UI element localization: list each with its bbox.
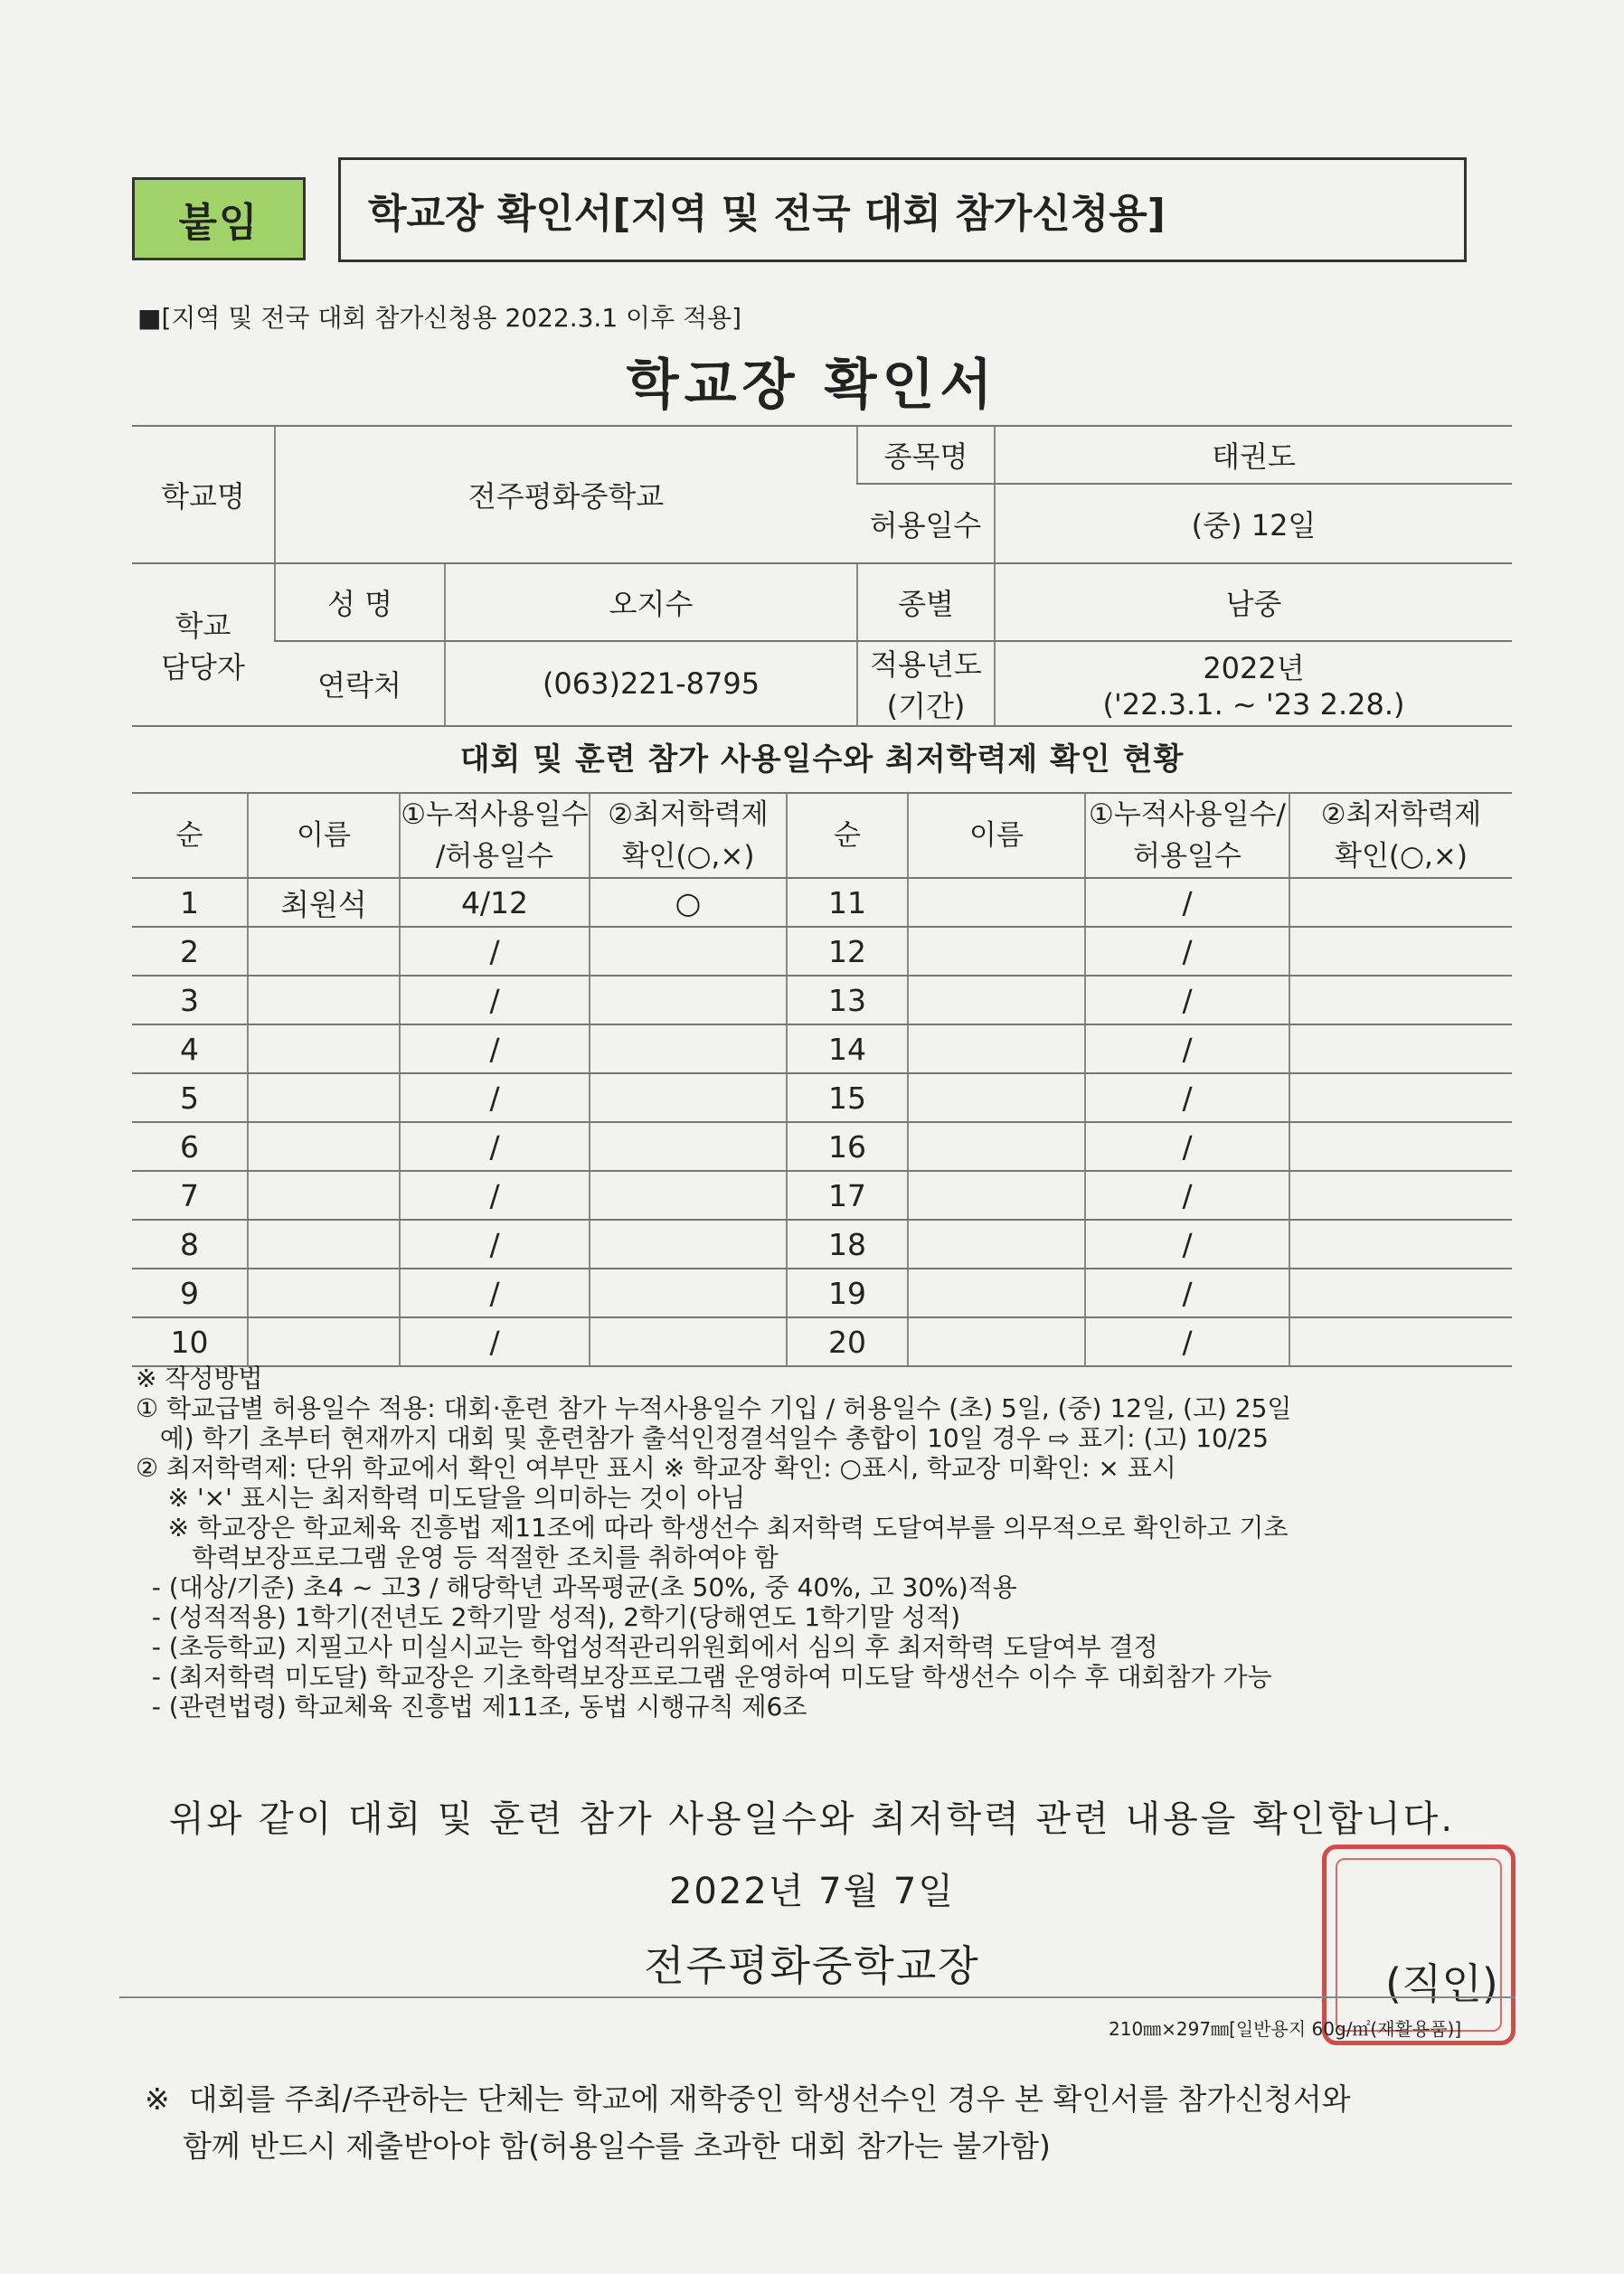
row-no: 4 <box>132 1024 248 1073</box>
confirmation-statement: 위와 같이 대회 및 훈련 참가 사용일수와 최저학력 관련 내용을 확인합니다. <box>168 1798 1456 1840</box>
table-row <box>132 878 1512 927</box>
school-name-value: 전주평화중학교 <box>275 426 857 563</box>
row-min <box>590 1269 787 1317</box>
row-no-right: 11 <box>787 878 908 927</box>
row-days-right: / <box>1085 1122 1289 1171</box>
row-min: ○ <box>590 878 787 927</box>
row-min <box>590 976 787 1024</box>
row-name <box>248 1122 400 1171</box>
row-name <box>248 976 400 1024</box>
col-header-min-right <box>1289 793 1512 878</box>
row-min-right <box>1289 1122 1512 1171</box>
row-days: / <box>400 1317 590 1366</box>
row-name-right <box>908 1220 1085 1269</box>
col-header-min <box>590 793 787 878</box>
row-days-right: / <box>1085 1024 1289 1073</box>
col-header-min-line1: ②최저학력제 <box>608 798 769 831</box>
page-title: 학교장 확인서 <box>626 354 998 417</box>
instruction-line: ※ '×' 표시는 최저학력 미도달을 의미하는 것이 아님 <box>136 1483 746 1513</box>
col-header-min-line2: 확인(○,×) <box>621 840 755 873</box>
row-days-right: / <box>1085 1317 1289 1366</box>
period-label-line1: 적용년도 <box>870 647 982 682</box>
allowed-days-label: 허용일수 <box>857 484 995 563</box>
row-days: 4/12 <box>400 878 590 927</box>
row-name-right <box>908 1317 1085 1366</box>
col-header-days-right <box>1085 793 1289 878</box>
col-header-no-right: 순 <box>787 793 908 878</box>
col-header-min-right-line2: 확인(○,×) <box>1335 840 1468 873</box>
table-row <box>132 1317 1512 1366</box>
period-value <box>995 641 1512 726</box>
row-min-right <box>1289 1269 1512 1317</box>
row-name <box>248 1073 400 1122</box>
col-header-min-right-line1: ②최저학력제 <box>1320 798 1482 831</box>
footer-line1: ※ 대회를 주최/주관하는 단체는 학교에 재학중인 학생선수인 경우 본 확인서를 참가신청서와 <box>145 2081 1351 2117</box>
row-no-right: 18 <box>787 1220 908 1269</box>
row-no-right: 15 <box>787 1073 908 1122</box>
issue-date: 2022년 7월 7일 <box>668 1871 956 1912</box>
period-value-line1: 2022년 <box>1203 651 1305 685</box>
footer-notice <box>145 2076 1351 2170</box>
instruction-line: 학력보장프로그램 운영 등 적절한 조치를 취하여야 함 <box>136 1543 779 1572</box>
record-section-title: 대회 및 훈련 참가 사용일수와 최저학력제 확인 현황 <box>459 741 1185 778</box>
phone-label: 연락처 <box>275 641 445 726</box>
row-no-right: 17 <box>787 1171 908 1220</box>
row-min <box>590 1073 787 1122</box>
row-name <box>248 1220 400 1269</box>
contact-label-line2: 담당자 <box>161 650 245 684</box>
period-label <box>857 641 995 726</box>
instruction-line: ※ 작성방법 <box>136 1363 263 1393</box>
col-header-days-right-line1: ①누적사용일수/ <box>1089 798 1286 831</box>
gender-value: 남중 <box>995 563 1512 641</box>
row-min-right <box>1289 976 1512 1024</box>
row-min <box>590 1024 787 1073</box>
instruction-line: ② 최저학력제: 단위 학교에서 확인 여부만 표시 ※ 학교장 확인: ○표시, 학교장 미확인: × 표시 <box>136 1453 1176 1483</box>
row-min-right <box>1289 927 1512 976</box>
paper-spec: 210㎜×297㎜[일반용지 60g/㎡(재활용품)] <box>1109 2018 1462 2040</box>
row-min <box>590 1122 787 1171</box>
row-days: / <box>400 1122 590 1171</box>
row-days: / <box>400 1220 590 1269</box>
row-name <box>248 1269 400 1317</box>
row-no-right: 13 <box>787 976 908 1024</box>
event-value: 태권도 <box>995 426 1512 484</box>
instruction-line: 예) 학기 초부터 현재까지 대회 및 훈련참가 출석인정결석일수 총합이 10일 경우 ⇨ 표기: (고) 10/25 <box>136 1423 1269 1453</box>
name-value: 오지수 <box>445 563 857 641</box>
row-name-right <box>908 1024 1085 1073</box>
row-name-right <box>908 878 1085 927</box>
row-days-right: / <box>1085 878 1289 927</box>
row-days: / <box>400 976 590 1024</box>
col-header-days <box>400 793 590 878</box>
period-value-line2: ('22.3.1. ~ '23 2.28.) <box>1102 687 1405 722</box>
instruction-line: ※ 학교장은 학교체육 진흥법 제11조에 따라 학생선수 최저학력 도달여부를 의무적으로 확인하고 기초 <box>136 1513 1289 1543</box>
writing-instructions <box>136 1363 1519 1722</box>
row-days-right: / <box>1085 1073 1289 1122</box>
footer-line2: 함께 반드시 제출받아야 함(허용일수를 초과한 대회 참가는 불가함) <box>145 2128 1051 2164</box>
row-name <box>248 1024 400 1073</box>
col-header-days-line2: /허용일수 <box>435 840 554 873</box>
usage-record-table <box>132 792 1512 1367</box>
row-days: / <box>400 1171 590 1220</box>
seal-label: (직인) <box>1385 1959 1498 2008</box>
document-header-box: 학교장 확인서[지역 및 전국 대회 참가신청용] <box>338 157 1467 262</box>
instruction-line: - (성적적용) 1학기(전년도 2학기말 성적), 2학기(당해연도 1학기말 성적) <box>136 1602 961 1632</box>
event-label: 종목명 <box>857 426 995 484</box>
row-name: 최원석 <box>248 878 400 927</box>
instruction-line: - (관련법령) 학교체육 진흥법 제11조, 동법 시행규칙 제6조 <box>136 1692 807 1722</box>
row-name <box>248 1171 400 1220</box>
row-no-right: 14 <box>787 1024 908 1073</box>
row-min-right <box>1289 1073 1512 1122</box>
instruction-line: ① 학교급별 허용일수 적용: 대회·훈련 참가 누적사용일수 기입 / 허용일수 (초) 5일, (중) 12일, (고) 25일 <box>136 1393 1292 1423</box>
row-days-right: / <box>1085 1269 1289 1317</box>
divider-line <box>119 1996 1515 1998</box>
row-min-right <box>1289 1171 1512 1220</box>
table-row <box>132 1122 1512 1171</box>
row-name-right <box>908 1269 1085 1317</box>
contact-label-line1: 학교 <box>175 609 231 643</box>
contact-person-label <box>132 563 275 726</box>
principal-signature-line: 전주평화중학교장 <box>644 1941 980 1990</box>
row-no: 9 <box>132 1269 248 1317</box>
row-no: 1 <box>132 878 248 927</box>
school-info-table <box>132 425 1512 727</box>
attachment-tag: 붙임 <box>132 177 306 260</box>
row-name-right <box>908 976 1085 1024</box>
row-days: / <box>400 1269 590 1317</box>
table-row <box>132 1073 1512 1122</box>
instruction-line: - (초등학교) 지필고사 미실시교는 학업성적관리위원회에서 심의 후 최저학력 도달여부 결정 <box>136 1632 1158 1662</box>
row-min-right <box>1289 1024 1512 1073</box>
row-min <box>590 1317 787 1366</box>
phone-value: (063)221-8795 <box>445 641 857 726</box>
instruction-line: - (대상/기준) 초4 ~ 고3 / 해당학년 과목평균(초 50%, 중 40%, 고 30%)적용 <box>136 1572 1017 1602</box>
row-min-right <box>1289 1220 1512 1269</box>
row-no-right: 12 <box>787 927 908 976</box>
instruction-line: - (최저학력 미도달) 학교장은 기초학력보장프로그램 운영하여 미도달 학생선수 이수 후 대회참가 가능 <box>136 1662 1272 1692</box>
col-header-no: 순 <box>132 793 248 878</box>
row-days-right: / <box>1085 927 1289 976</box>
row-no: 6 <box>132 1122 248 1171</box>
row-min <box>590 1220 787 1269</box>
table-row <box>132 1171 1512 1220</box>
row-no: 2 <box>132 927 248 976</box>
row-no-right: 16 <box>787 1122 908 1171</box>
row-min <box>590 927 787 976</box>
table-row <box>132 927 1512 976</box>
row-no-right: 20 <box>787 1317 908 1366</box>
row-no: 8 <box>132 1220 248 1269</box>
row-no: 5 <box>132 1073 248 1122</box>
row-days: / <box>400 927 590 976</box>
row-name-right <box>908 1122 1085 1171</box>
row-days: / <box>400 1073 590 1122</box>
form-subheading: ■[지역 및 전국 대회 참가신청용 2022.3.1 이후 적용] <box>137 303 742 333</box>
allowed-days-value: (중) 12일 <box>995 484 1512 563</box>
row-min <box>590 1171 787 1220</box>
table-row <box>132 1220 1512 1269</box>
col-header-days-right-line2: 허용일수 <box>1133 840 1242 873</box>
row-name-right <box>908 927 1085 976</box>
row-days-right: / <box>1085 1220 1289 1269</box>
school-name-label: 학교명 <box>132 426 275 563</box>
col-header-name-right: 이름 <box>908 793 1085 878</box>
row-days-right: / <box>1085 976 1289 1024</box>
row-days-right: / <box>1085 1171 1289 1220</box>
table-row <box>132 1024 1512 1073</box>
period-label-line2: (기간) <box>886 689 966 723</box>
col-header-name: 이름 <box>248 793 400 878</box>
gender-label: 종별 <box>857 563 995 641</box>
row-name <box>248 927 400 976</box>
row-name-right <box>908 1171 1085 1220</box>
table-row <box>132 976 1512 1024</box>
row-no: 7 <box>132 1171 248 1220</box>
row-no: 3 <box>132 976 248 1024</box>
row-name <box>248 1317 400 1366</box>
table-row <box>132 1269 1512 1317</box>
row-no-right: 19 <box>787 1269 908 1317</box>
name-label: 성 명 <box>275 563 445 641</box>
row-no: 10 <box>132 1317 248 1366</box>
row-min-right <box>1289 878 1512 927</box>
row-name-right <box>908 1073 1085 1122</box>
row-min-right <box>1289 1317 1512 1366</box>
col-header-days-line1: ①누적사용일수 <box>401 798 589 831</box>
row-days: / <box>400 1024 590 1073</box>
